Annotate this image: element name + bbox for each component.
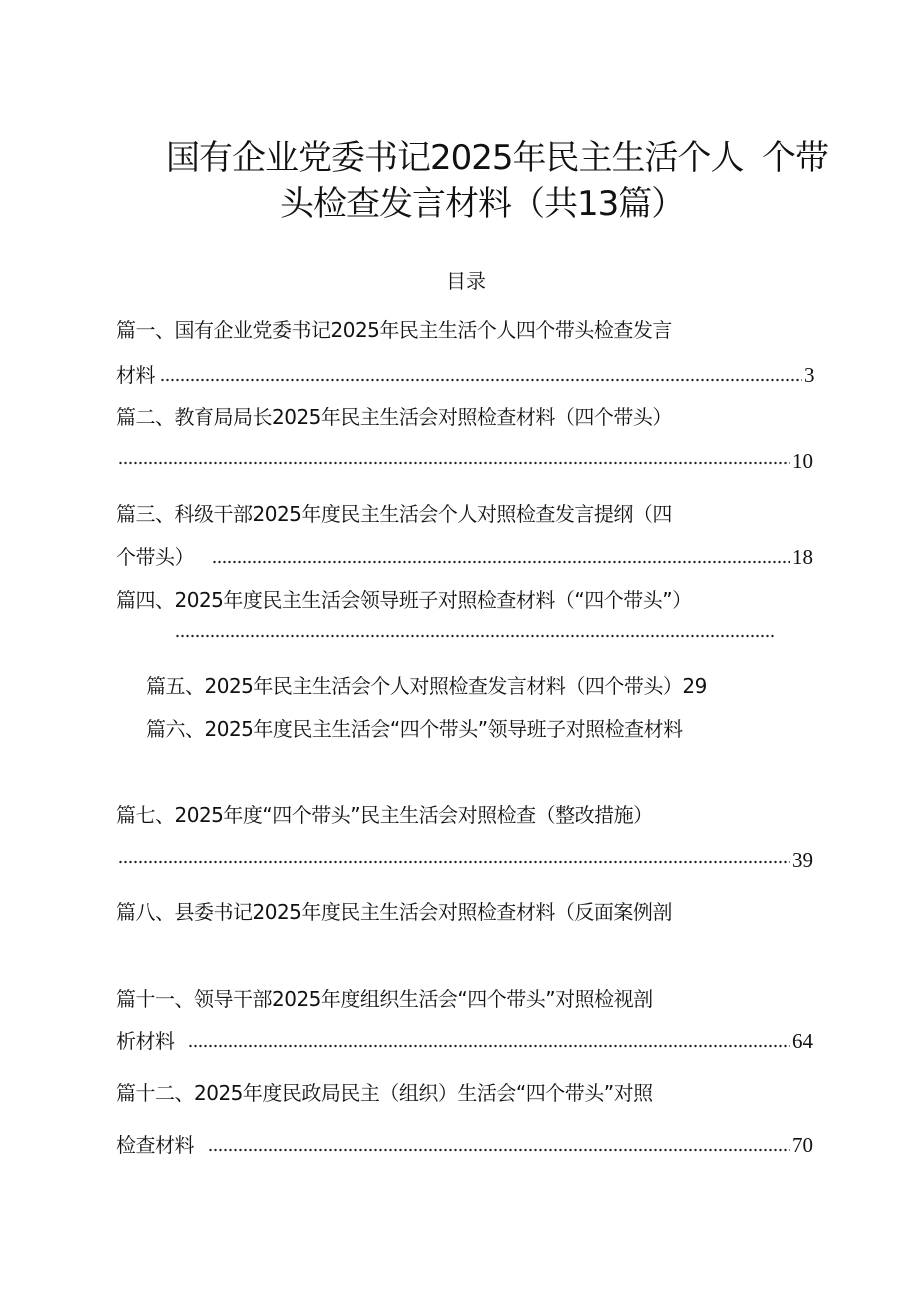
toc-heading: 目录 (446, 269, 486, 293)
toc-entry-3-cont[interactable]: 个带头） (116, 545, 194, 569)
toc-leader-dots (160, 378, 802, 382)
toc-leader-dots (208, 1148, 790, 1152)
toc-entry-12-page[interactable]: 70 (792, 1133, 813, 1157)
toc-entry-2-page[interactable]: 10 (792, 449, 813, 473)
toc-entry-11-cont[interactable]: 析材料 (116, 1029, 175, 1053)
toc-entry-8-title[interactable]: 篇八、县委书记2025年度民主生活会对照检查材料（反面案例剖 (116, 900, 672, 924)
toc-leader-dots (188, 1044, 790, 1048)
toc-entry-4-title[interactable]: 篇四、2025年度民主生活会领导班子对照检查材料（“四个带头”） (116, 588, 692, 612)
toc-leader-dots (118, 860, 790, 864)
toc-entry-1-page[interactable]: 3 (804, 363, 815, 387)
toc-entry-7-page[interactable]: 39 (792, 848, 813, 872)
toc-entry-2-title[interactable]: 篇二、教育局局长2025年民主生活会对照检查材料（四个带头） (116, 405, 672, 429)
toc-entry-3-page[interactable]: 18 (792, 545, 813, 569)
toc-entry-5-title[interactable]: 篇五、2025年民主生活会个人对照检查发言材料（四个带头）29 (146, 674, 707, 698)
toc-entry-1-title[interactable]: 篇一、国有企业党委书记2025年民主生活个人四个带头检查发言 (116, 318, 672, 342)
title-line-1: 国有企业党委书记2025年民主生活个人 (166, 138, 744, 178)
toc-entry-11-page[interactable]: 64 (792, 1029, 813, 1053)
toc-entry-3-title[interactable]: 篇三、科级干部2025年度民主生活会个人对照检查发言提纲（四 (116, 502, 672, 526)
toc-leader-dots (212, 560, 790, 564)
toc-leader-dots (175, 634, 775, 638)
toc-entry-12-title[interactable]: 篇十二、2025年度民政局民主（组织）生活会“四个带头”对照 (116, 1081, 653, 1105)
toc-entry-6-title[interactable]: 篇六、2025年度民主生活会“四个带头”领导班子对照检查材料 (146, 717, 683, 741)
title-line-1-tail: 个带 (762, 138, 828, 178)
toc-entry-1-cont[interactable]: 材料 (116, 363, 155, 387)
toc-entry-12-cont[interactable]: 检查材料 (116, 1133, 194, 1157)
toc-leader-dots (118, 461, 790, 465)
toc-entry-11-title[interactable]: 篇十一、领导干部2025年度组织生活会“四个带头”对照检视剖 (116, 987, 653, 1011)
title-line-2: 头检查发言材料（共13篇） (280, 184, 685, 224)
toc-entry-7-title[interactable]: 篇七、2025年度“四个带头”民主生活会对照检查（整改措施） (116, 803, 653, 827)
